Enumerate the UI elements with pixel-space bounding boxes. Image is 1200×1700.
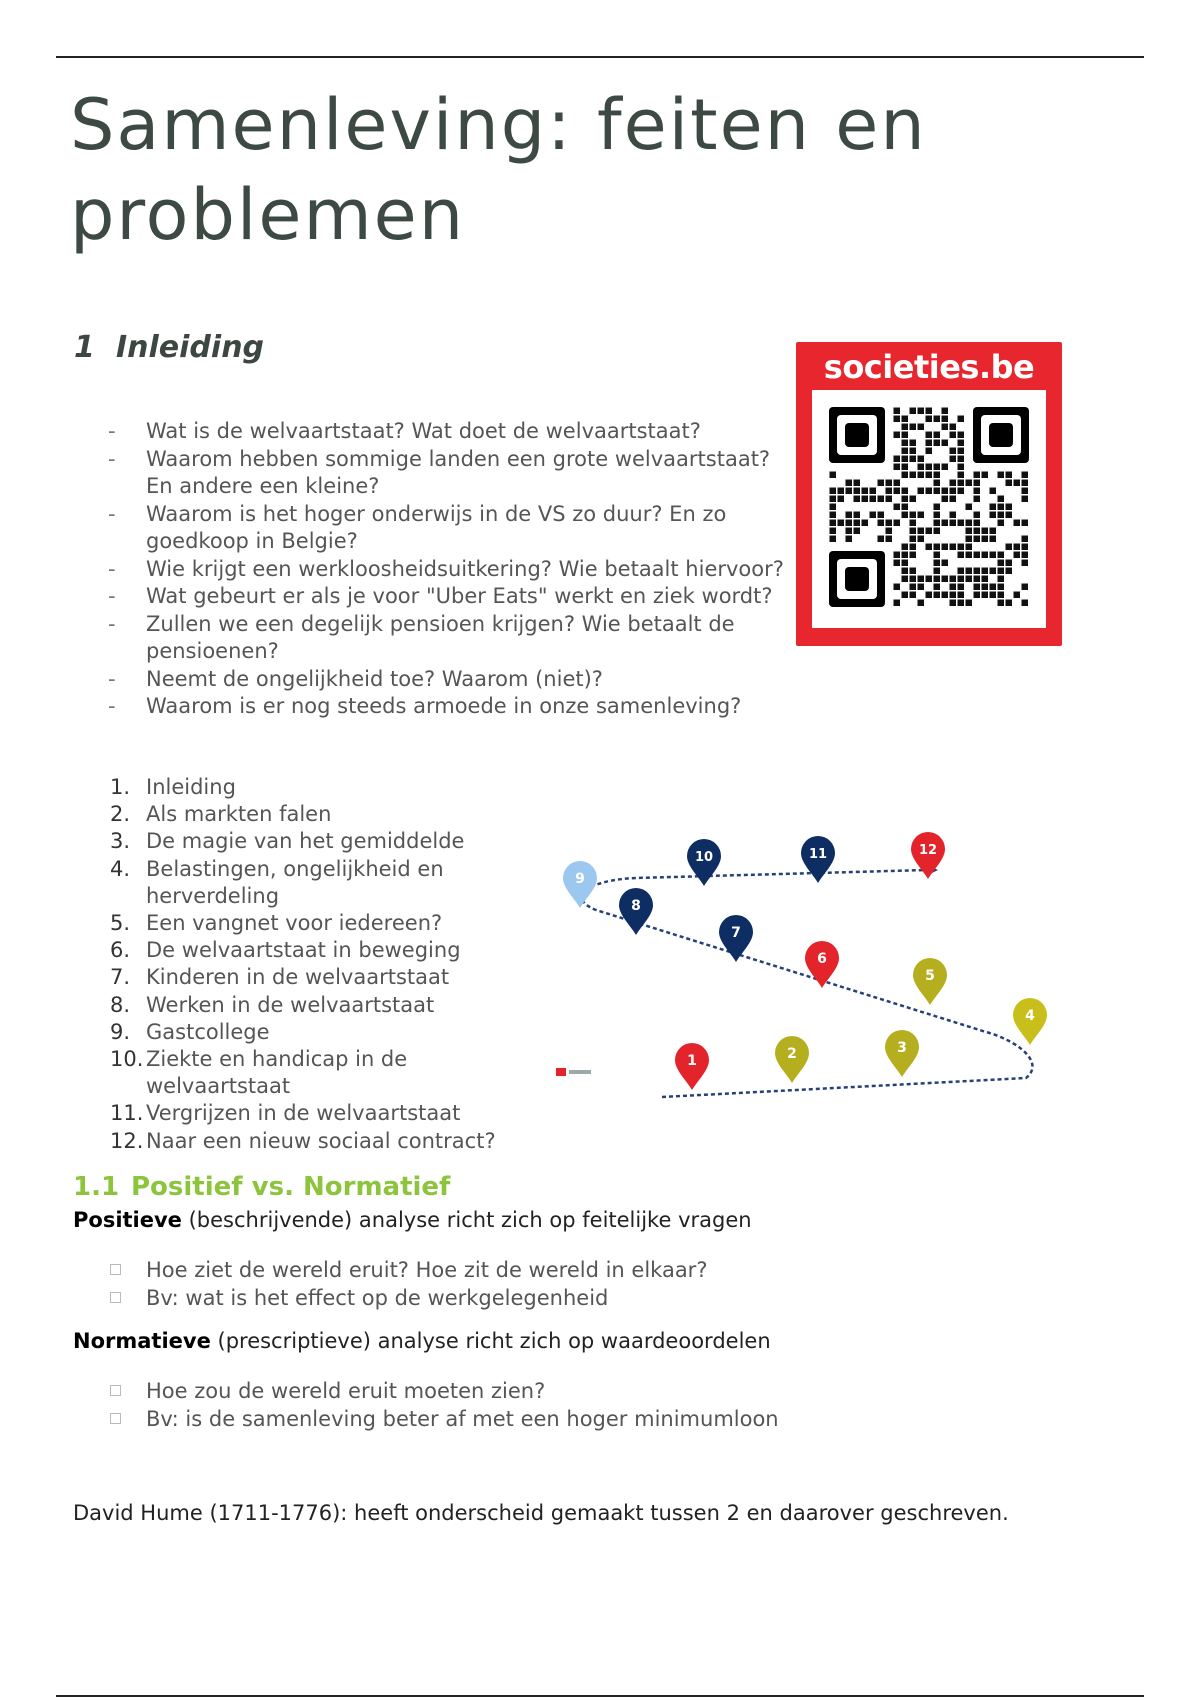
question-item: - Waarom is er nog steeds armoede in onze samenleving?	[100, 693, 800, 721]
top-rule	[56, 56, 1144, 58]
outline-item	[100, 1019, 530, 1046]
outline-item	[100, 774, 530, 801]
roadmap-pin-label: 3	[897, 1040, 907, 1056]
question-item: - Wat is de welvaartstaat? Wat doet de welvaartstaat?	[100, 418, 800, 446]
course-outline-list	[100, 774, 530, 1155]
outline-number: 2.	[110, 802, 131, 827]
positive-term: Positieve	[73, 1208, 182, 1232]
roadmap-pin-5	[913, 958, 947, 1005]
roadmap-pin-label: 7	[731, 925, 741, 941]
roadmap-pin-7	[719, 915, 753, 962]
question-item: - Neemt de ongelijkheid toe? Waarom (niet)?	[100, 666, 800, 694]
outline-number: 10.	[110, 1047, 144, 1072]
subsection-number: 1.1	[73, 1172, 120, 1202]
roadmap-pin-9	[563, 861, 597, 908]
outline-label: Naar een nieuw sociaal contract?	[146, 1128, 496, 1153]
roadmap-pin-label: 11	[808, 847, 828, 862]
normative-term: Normatieve	[73, 1329, 211, 1353]
roadmap-pin-3	[885, 1030, 919, 1077]
outline-label: Een vangnet voor iedereen?	[146, 911, 443, 936]
section-title: Inleiding	[116, 330, 265, 365]
qr-card-label: societies.be	[823, 348, 1035, 386]
outline-label: Inleiding	[146, 775, 236, 799]
roadmap-pin-label: 1	[687, 1053, 697, 1069]
roadmap-pin-11	[801, 836, 835, 883]
outline-label: Als markten falen	[146, 802, 332, 827]
roadmap-pin-6	[805, 941, 839, 988]
question-item: - Zullen we een degelijk pensioen krijgen? Wie betaalt de pensioenen?	[100, 611, 800, 666]
outline-item	[100, 910, 530, 937]
subsection-heading	[73, 1172, 450, 1202]
outline-number: 11.	[110, 1101, 144, 1126]
roadmap-logo	[556, 1068, 566, 1076]
checkbox-item: Hoe ziet de wereld eruit? Hoe zit de wereld in elkaar?	[100, 1256, 1000, 1284]
intro-questions-list	[100, 418, 800, 721]
outline-item	[100, 801, 530, 828]
checkbox-item: Bv: wat is het effect op de werkgelegenheid	[100, 1284, 1000, 1312]
outline-item	[100, 937, 530, 964]
outline-number: 12.	[110, 1128, 144, 1153]
roadmap-pin-label: 10	[694, 850, 714, 865]
normative-items-list	[100, 1377, 1000, 1433]
outline-label: Vergrijzen in de welvaartstaat	[146, 1101, 461, 1126]
subsection-title: Positief vs. Normatief	[131, 1172, 451, 1202]
roadmap-pin-12	[911, 832, 945, 879]
positive-text: (beschrijvende) analyse richt zich op feitelijke vragen	[181, 1208, 752, 1232]
qr-code	[812, 390, 1046, 628]
outline-item	[100, 1046, 530, 1100]
outline-number: 4.	[110, 856, 131, 881]
outline-item	[100, 992, 530, 1019]
hume-note: David Hume (1711-1776): heeft onderscheid gemaakt tussen 2 en daarover geschreven.	[73, 1501, 1009, 1525]
question-item: - Waarom hebben sommige landen een grote welvaartstaat? En andere een kleine?	[100, 446, 800, 501]
outline-label: De welvaartstaat in beweging	[146, 938, 461, 963]
outline-number: 3.	[110, 829, 131, 854]
roadmap-logo-text	[569, 1070, 591, 1074]
roadmap-pin-label: 12	[918, 843, 938, 858]
qr-card[interactable]	[796, 342, 1062, 646]
roadmap-pin-label: 2	[787, 1046, 797, 1062]
bottom-rule	[56, 1695, 1144, 1697]
roadmap-pin-label: 9	[575, 871, 585, 887]
normative-definition	[73, 1329, 1073, 1353]
normative-text: (prescriptieve) analyse richt zich op waardeoordelen	[210, 1329, 771, 1353]
positive-items-list	[100, 1256, 1000, 1312]
outline-item	[100, 1100, 530, 1127]
section-heading-inleiding	[74, 330, 264, 365]
roadmap-pin-4	[1013, 998, 1047, 1045]
outline-number: 1.	[110, 775, 131, 799]
roadmap-pin-10	[687, 839, 721, 886]
outline-label: De magie van het gemiddelde	[146, 829, 465, 854]
roadmap-illustration	[556, 800, 1056, 1120]
roadmap-pin-8	[619, 888, 653, 935]
document-title: Samenleving: feiten en problemen	[70, 84, 927, 256]
outline-number: 8.	[110, 992, 131, 1017]
roadmap-pin-1	[675, 1043, 709, 1090]
checkbox-item: Bv: is de samenleving beter af met een hoger minimumloon	[100, 1405, 1000, 1433]
roadmap-pin-label: 6	[817, 951, 827, 967]
roadmap-pin-label: 4	[1025, 1008, 1035, 1024]
outline-label: Kinderen in de welvaartstaat	[146, 965, 450, 990]
outline-item	[100, 828, 530, 855]
question-item: - Wat gebeurt er als je voor "Uber Eats" werkt en ziek wordt?	[100, 583, 800, 611]
outline-number: 5.	[110, 911, 131, 936]
roadmap-pin-label: 8	[631, 898, 641, 914]
outline-number: 6.	[110, 938, 131, 963]
positive-definition	[73, 1208, 1073, 1232]
roadmap-pin-2	[775, 1036, 809, 1083]
outline-label: Ziekte en handicap in de welvaartstaat	[146, 1047, 408, 1099]
question-item: - Waarom is het hoger onderwijs in de VS zo duur? En zo goedkoop in Belgie?	[100, 501, 800, 556]
outline-item	[100, 964, 530, 991]
outline-label: Belastingen, ongelijkheid en herverdeling	[146, 856, 444, 908]
outline-number: 9.	[110, 1019, 131, 1044]
outline-number: 7.	[110, 965, 131, 990]
roadmap-pin-label: 5	[925, 968, 935, 984]
outline-item	[100, 856, 530, 910]
checkbox-item: Hoe zou de wereld eruit moeten zien?	[100, 1377, 1000, 1405]
question-item: - Wie krijgt een werkloosheidsuitkering? Wie betaalt hiervoor?	[100, 556, 800, 584]
section-number: 1	[74, 330, 95, 365]
outline-item	[100, 1128, 530, 1155]
outline-label: Werken in de welvaartstaat	[146, 992, 435, 1017]
outline-label: Gastcollege	[146, 1019, 270, 1044]
